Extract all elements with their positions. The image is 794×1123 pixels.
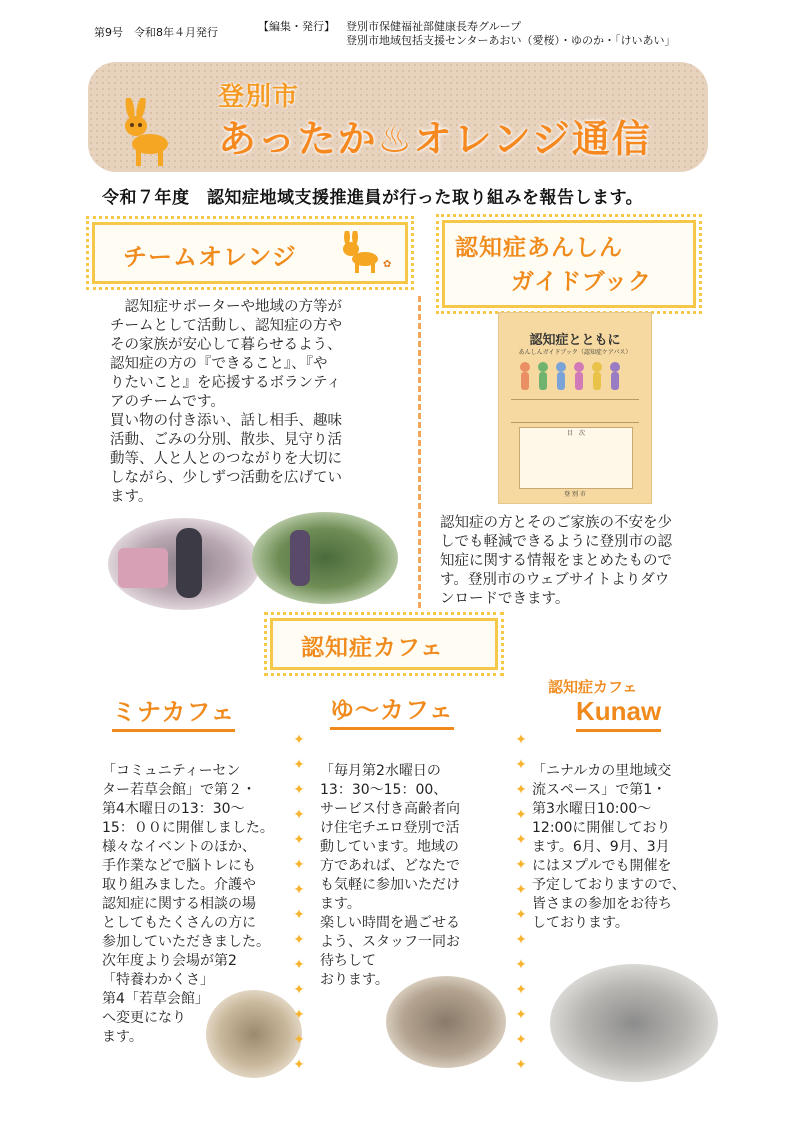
star-icon: ✦: [515, 757, 527, 773]
team-orange-body: 認知症サポーターや地域の方等が チームとして活動し、認知症の方や その家族が安心して暮らせるよう、 認知症の方の『できること』、『や りたいこと』を応援するボランティ アのチームです。 買い物の付き添い、話し相手、趣味 活動、ごみの分別、散歩、見守り活 動等、人と人とのつながりを大切に しながら、少しずつ活動を広げてい ます。: [110, 299, 342, 505]
garden-photo: [252, 512, 398, 604]
banner-title: あったか♨オレンジ通信: [218, 117, 652, 161]
star-icon: ✦: [293, 807, 305, 823]
shopping-photo: [108, 518, 260, 610]
star-icon: ✦: [515, 1032, 527, 1048]
headline: 令和７年度 認知症地域支援推進員が行った取り組みを報告します。: [102, 188, 644, 208]
team-orange-title-frame: [92, 222, 408, 284]
people-illustration-icon: [515, 359, 635, 393]
star-icon: ✦: [515, 882, 527, 898]
star-icon: ✦: [293, 757, 305, 773]
banner-city: 登別市: [218, 82, 300, 112]
svg-text:✿: ✿: [383, 259, 391, 270]
star-icon: ✦: [293, 932, 305, 948]
yu-cafe-body: 「毎月第2水曜日の 13：30～15：00、 サービス付き高齢者向 け住宅チエロ登別で活 動しています。地域の 方であれば、どなたで も気軽に参加いただけ ます。 楽しい時間を過ごせる よう、スタッフ一同お 待ちして おります。: [320, 763, 460, 988]
star-icon: ✦: [293, 957, 305, 973]
publisher-line-2: 登別市地域包括支援センターあおい（愛桜）・ゆのか・「けいあい」: [346, 34, 676, 47]
kunaw-cafe-title: Kunaw: [576, 696, 661, 732]
kunaw-cafe-photo: [550, 964, 718, 1082]
star-icon: ✦: [293, 782, 305, 798]
cover-footer: 登 別 市: [564, 491, 586, 498]
guidebook-body: 認知症の方とそのご家族の不安を少 しでも軽減できるように登別市の認 知症に関する情報をまとめたもので す。登別市のウェブサイトよりダウ ンロードできます。: [440, 515, 672, 607]
cover-toc: 目 次: [566, 430, 585, 437]
mina-cafe-title: ミナカフェ: [112, 692, 235, 732]
star-icon: ✦: [293, 982, 305, 998]
star-divider-2: [513, 728, 529, 1078]
star-icon: ✦: [293, 1057, 305, 1073]
issue-info: 第9号 令和8年４月発行: [94, 26, 218, 39]
title-banner: [88, 62, 708, 172]
column-divider: [418, 296, 421, 608]
star-icon: ✦: [293, 1007, 305, 1023]
guidebook-title-frame: [442, 220, 696, 308]
cafe-section-title: 認知症カフェ: [301, 635, 444, 661]
star-icon: ✦: [293, 907, 305, 923]
star-icon: ✦: [515, 1007, 527, 1023]
yu-cafe-title: ゆ～カフェ: [330, 690, 454, 730]
kunaw-cafe-body: 「ニナルカの里地域交 流スペース」で第1・ 第3水曜日10:00～ 12:00に開催しており ます。6月、9月、3月 にはヌプルでも開催を 予定しておりますので、 皆さまの参加をお待ち しております。: [532, 763, 686, 931]
guidebook-cover: [498, 312, 652, 504]
cover-title: 認知症とともに: [529, 333, 621, 348]
guidebook-title-line2: ガイドブック: [511, 269, 653, 295]
yu-cafe-photo: [386, 976, 506, 1068]
star-icon: ✦: [515, 857, 527, 873]
star-icon: ✦: [515, 782, 527, 798]
star-icon: ✦: [293, 882, 305, 898]
cover-intro-lines: [511, 399, 639, 423]
star-icon: ✦: [515, 907, 527, 923]
star-icon: ✦: [515, 1057, 527, 1073]
guidebook-title-line1: 認知症あんしん: [455, 235, 623, 261]
donkey-mascot-icon: [106, 98, 178, 170]
star-icon: ✦: [515, 832, 527, 848]
mina-cafe-photo: [206, 990, 302, 1078]
star-icon: ✦: [515, 982, 527, 998]
star-divider-1: [291, 728, 307, 1078]
cafe-section-title-frame: [270, 618, 498, 670]
donkey-icon: [335, 231, 391, 273]
star-icon: ✦: [515, 932, 527, 948]
star-icon: ✦: [515, 957, 527, 973]
cover-toc-box: [519, 427, 633, 489]
mina-cafe-body: 「コミュニティーセン ター若草会館」で第２・ 第4木曜日の13：30～ 15：００に開催しました。 様々なイベントのほか、 手作業などで脳トレにも 取り組みました。介護や 認知症に関する相談の場 としてもたくさんの方に 参加していただきました。 次年度より会場が第2 「特養わかくさ」 第4「若草会館」 へ変更になり ます。: [102, 763, 274, 1045]
star-icon: ✦: [293, 1032, 305, 1048]
publisher-line-1: 登別市保健福祉部健康長寿グループ: [346, 20, 522, 33]
cover-subtitle: あんしんガイドブック（認知症ケアパス）: [518, 349, 632, 356]
star-icon: ✦: [293, 732, 305, 748]
star-icon: ✦: [293, 832, 305, 848]
kunaw-cafe-prefix: 認知症カフェ: [548, 678, 638, 696]
star-icon: ✦: [515, 807, 527, 823]
team-orange-title: チームオレンジ: [123, 243, 297, 271]
star-icon: ✦: [515, 732, 527, 748]
star-icon: ✦: [293, 857, 305, 873]
editor-label: 【編集・発行】: [258, 20, 335, 33]
